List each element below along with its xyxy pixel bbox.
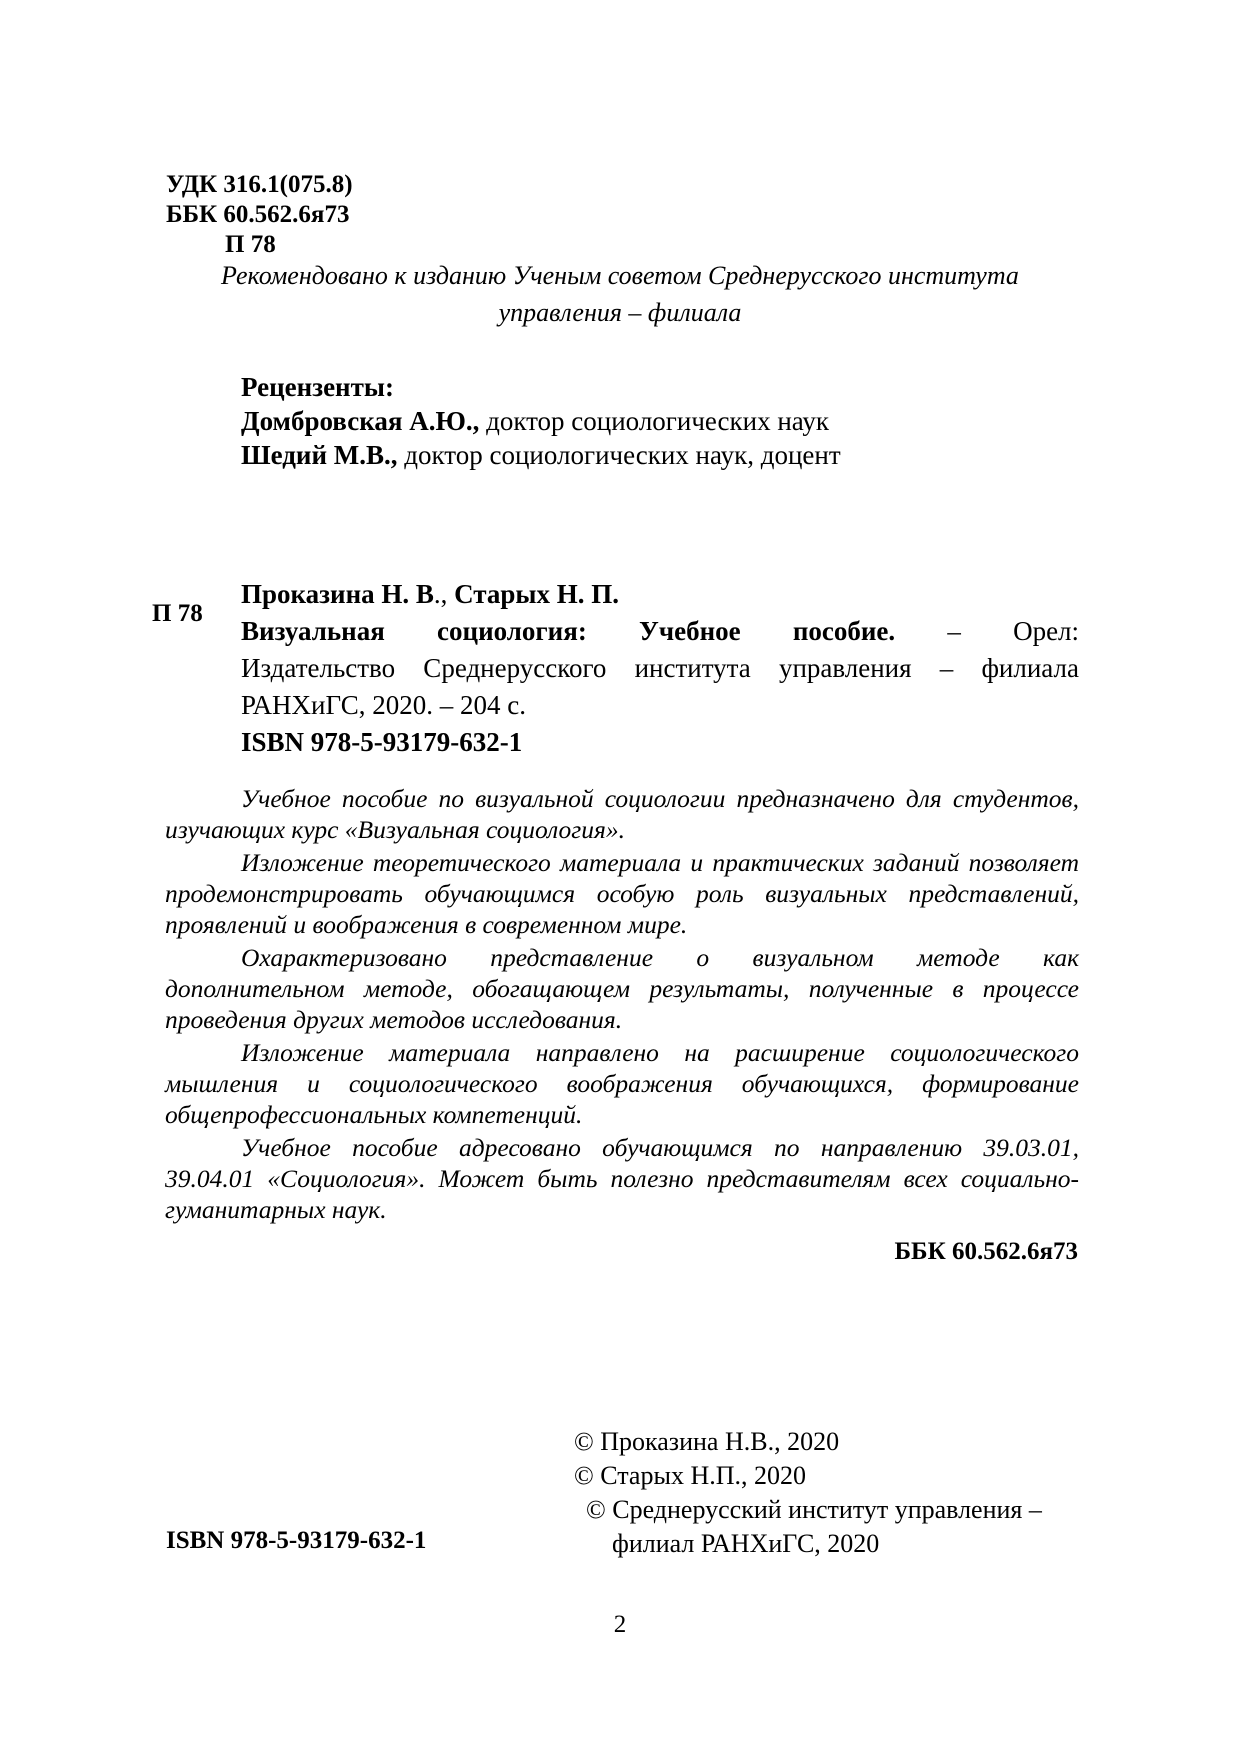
annotation-paragraph: Учебное пособие адресовано обучающимся по направлению 39.03.01, 39.04.01 «Социология». Может быть полезно представителям всех социально-гуманитарных наук.	[165, 1133, 1079, 1224]
author-separator: .,	[433, 579, 455, 609]
recommendation-line-2: управления – филиала	[498, 298, 742, 327]
reviewer-item	[241, 406, 829, 437]
copyright-line: филиал РАНХиГС, 2020	[612, 1529, 880, 1558]
reviewer-title: доктор социологических наук	[479, 406, 830, 436]
recommendation-line-1: Рекомендовано к изданию Ученым советом Среднерусского института	[221, 261, 1019, 290]
bibliography-isbn: ISBN 978-5-93179-632-1	[241, 727, 523, 757]
annotation-paragraph: Изложение материала направлено на расширение социологического мышления и социологического воображения обучающихся, формирование общепрофессиональных компетенций.	[165, 1038, 1079, 1129]
annotation-paragraph: Учебное пособие по визуальной социологии предназначено для студентов, изучающих курс «Визуальная социология».	[165, 784, 1079, 844]
reviewer-name: Домбровская А.Ю.,	[241, 406, 480, 436]
copyright-line: © Проказина Н.В., 2020	[574, 1427, 840, 1456]
bbk-footer: ББК 60.562.6я73	[894, 1238, 1078, 1265]
author-1: Проказина Н. В	[241, 579, 434, 609]
reviewers-heading: Рецензенты:	[241, 372, 394, 402]
reviewer-name: Шедий М.В.,	[241, 440, 398, 470]
author-mark: П 78	[225, 231, 276, 258]
bibliography-title-line	[241, 613, 1079, 650]
page-number: 2	[613, 1611, 627, 1638]
bibliography-publisher: Издательство Среднерусского института управления – филиала	[241, 653, 1079, 683]
bibliography-publisher-cont: РАНХиГС, 2020. – 204 с.	[241, 690, 527, 720]
title-dash: –	[947, 616, 961, 646]
bbk-code: ББК 60.562.6я73	[166, 201, 350, 228]
title-word: пособие.	[792, 616, 896, 646]
copyright-line: © Среднерусский институт управления –	[586, 1495, 1042, 1524]
footer-isbn: ISBN 978-5-93179-632-1	[166, 1527, 427, 1554]
copyright-line: © Старых Н.П., 2020	[574, 1461, 806, 1490]
title-word: Визуальная	[241, 616, 385, 646]
annotation-paragraph: Изложение теоретического материала и практических заданий позволяет продемонстрировать обучающимся особую роль визуальных представлений, проявлений и воображения в современном мире.	[165, 848, 1079, 939]
reviewer-item	[241, 440, 841, 471]
reviewer-title: доктор социологических наук, доцент	[397, 440, 841, 470]
author-2: Старых Н. П.	[454, 579, 619, 609]
annotation	[165, 783, 1079, 1227]
udk-code: УДК 316.1(075.8)	[166, 171, 353, 198]
publication-city: Орел:	[1013, 616, 1080, 646]
bibliography-authors	[241, 576, 1079, 613]
title-word: социология:	[437, 616, 587, 646]
bibliography-mark: П 78	[152, 600, 203, 627]
bibliography-entry	[241, 576, 1079, 761]
title-word: Учебное	[639, 616, 741, 646]
annotation-paragraph: Охарактеризовано представление о визуальном методе как дополнительном методе, обогащающем результаты, полученные в процессе проведения других методов исследования.	[165, 943, 1079, 1034]
